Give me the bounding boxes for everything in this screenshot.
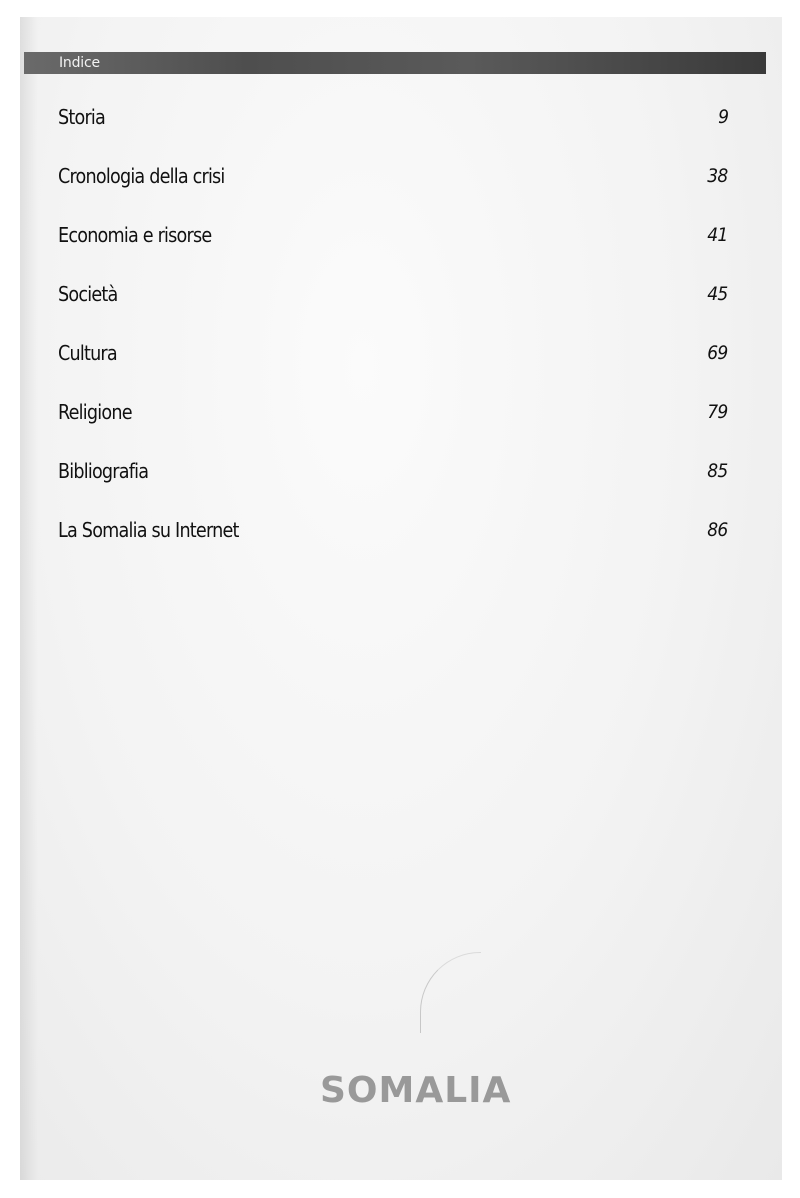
toc-entry-societa <box>58 276 728 335</box>
toc-entry-economia <box>58 217 728 276</box>
toc-entry-bibliografia <box>58 453 728 512</box>
toc-entry-title: Storia <box>58 105 106 129</box>
toc-entry-page-number: 41 <box>707 224 728 246</box>
toc-entry-title: Cultura <box>58 341 117 365</box>
toc-entry-cronologia <box>58 158 728 217</box>
toc-entry-title: Cronologia della crisi <box>58 164 225 188</box>
index-heading: Indice <box>59 55 100 71</box>
toc-entry-title: Economia e risorse <box>58 223 212 247</box>
toc-entry-page-number: 79 <box>707 401 728 423</box>
toc-entry-title: Società <box>58 282 118 306</box>
somalia-logo: SOMALIA <box>320 1070 512 1111</box>
toc-entry-internet <box>58 512 728 571</box>
index-header-bar <box>24 52 766 74</box>
toc-entry-religione <box>58 394 728 453</box>
toc-entry-page-number: 86 <box>707 519 728 541</box>
toc-entry-page-number: 45 <box>707 283 728 305</box>
table-of-contents <box>58 99 728 571</box>
book-page <box>20 17 782 1180</box>
toc-entry-title: Bibliografia <box>58 459 149 483</box>
paper-crease-mark <box>420 952 481 1033</box>
toc-entry-page-number: 85 <box>707 460 728 482</box>
toc-entry-cultura <box>58 335 728 394</box>
toc-entry-title: La Somalia su Internet <box>58 518 239 542</box>
toc-entry-page-number: 38 <box>707 165 728 187</box>
toc-entry-storia <box>58 99 728 158</box>
toc-entry-page-number: 69 <box>707 342 728 364</box>
toc-entry-title: Religione <box>58 400 132 424</box>
toc-entry-page-number: 9 <box>717 106 728 128</box>
